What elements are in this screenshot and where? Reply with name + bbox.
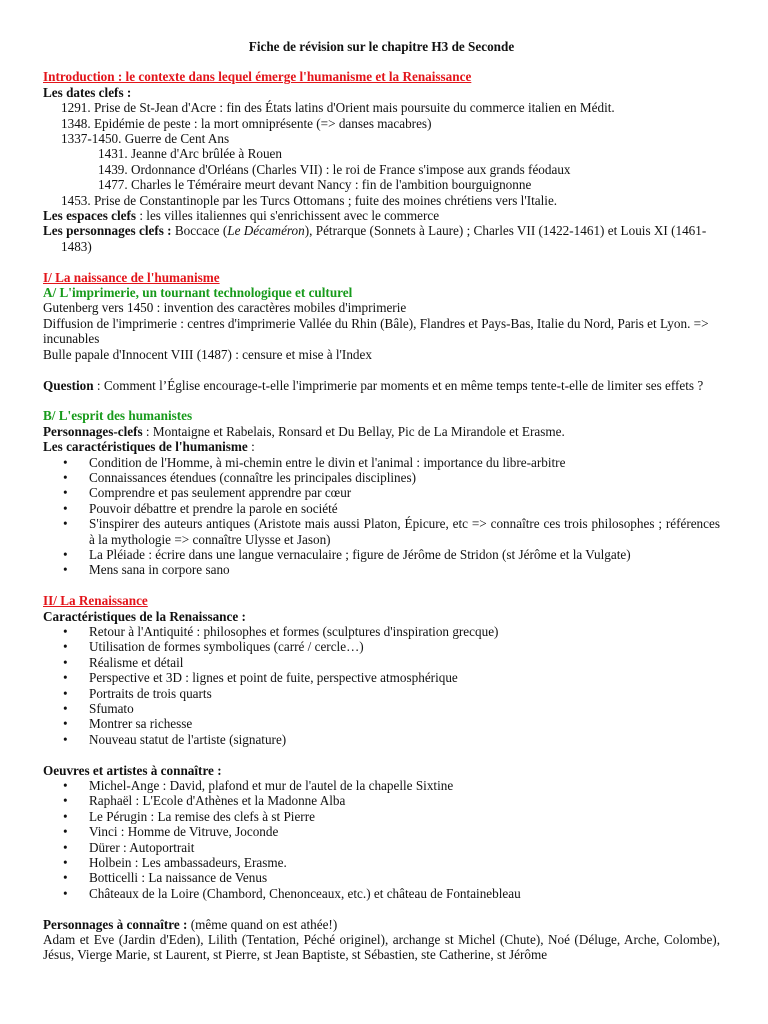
date-item: 1348. Epidémie de peste : la mort omniprésente (=> danses macabres) (61, 115, 432, 131)
humanism-item (43, 516, 720, 547)
bullet-icon: • (63, 623, 68, 639)
people-post: ), Pétrarque (Sonnets à Laure) ; Charles VII (1422-1461) et Louis XI (1461-1483) (61, 223, 707, 254)
bullet-icon: • (63, 469, 68, 485)
question-paragraph (43, 378, 720, 393)
renaissance-item (43, 655, 720, 670)
humanism-item (43, 562, 720, 577)
date-item: 1337-1450. Guerre de Cent Ans (61, 131, 230, 147)
date-item: 1477. Charles le Téméraire meurt devant Nancy : fin de l'ambition bourguignonne (98, 177, 532, 193)
work-item-text: Le Pérugin : La remise des clefs à st Pierre (89, 808, 315, 824)
renaissance-item-text: Montrer sa richesse (89, 716, 193, 732)
humanism-char-label: Les caractéristiques de l'humanisme (43, 439, 248, 455)
renaissance-item (43, 716, 720, 731)
work-item-text: Holbein : Les ambassadeurs, Erasme. (89, 855, 287, 871)
bullet-icon: • (63, 870, 68, 886)
question-text: : Comment l’Église encourage-t-elle l'imprimerie par moments et en même temps tente-t-elle de limiter ses effets ? (93, 377, 704, 393)
date-item: 1439. Ordonnance d'Orléans (Charles VII) : le roi de France s'impose aux grands féodaux (98, 161, 571, 177)
bullet-icon: • (63, 885, 68, 901)
renaissance-item-text: Nouveau statut de l'artiste (signature) (89, 731, 287, 747)
spaces-label: Les espaces clefs (43, 208, 137, 224)
humanism-char-colon: : (247, 439, 255, 455)
spaces-line (43, 208, 720, 223)
humanists-line (43, 424, 720, 439)
humanism-item-text: Pouvoir débattre et prendre la parole en société (89, 500, 338, 516)
humanists-text: : Montaigne et Rabelais, Ronsard et Du Bellay, Pic de La Mirandole et Erasme. (142, 423, 565, 439)
bullet-icon: • (63, 731, 68, 747)
part1-subheading-a: A/ L'imprimerie, un tournant technologique et culturel (43, 285, 353, 301)
bullet-icon: • (63, 839, 68, 855)
renaissance-item-text: Utilisation de formes symboliques (carré / cercle…) (89, 639, 364, 655)
people-italic: Le Décaméron (227, 223, 305, 239)
renaissance-item (43, 686, 720, 701)
humanism-item (43, 501, 720, 516)
humanism-item-text: S'inspirer des auteurs antiques (Aristote mais aussi Platon, Épicure, etc => connaître ces trois philosophes ; références à la mythologie => connaître Ulysse et Jason) (89, 516, 720, 547)
humanists-label: Personnages-clefs (43, 423, 143, 439)
work-item-text: Raphaël : L'Ecole d'Athènes et la Madonne Alba (89, 793, 346, 809)
renaissance-item (43, 732, 720, 747)
persons-to-know-label: Personnages à connaître : (43, 916, 188, 932)
work-item-text: Vinci : Homme de Vitruve, Joconde (89, 824, 279, 840)
work-item (43, 886, 720, 901)
imprimerie-line-3: Bulle papale d'Innocent VIII (1487) : censure et mise à l'Index (43, 346, 372, 362)
spaces-text: : les villes italiennes qui s'enrichissent avec le commerce (136, 208, 440, 224)
work-item (43, 870, 720, 885)
bullet-icon: • (63, 701, 68, 716)
intro-heading: Introduction : le contexte dans lequel émerge l'humanisme et la Renaissance (43, 69, 472, 85)
page-title: Fiche de révision sur le chapitre H3 de Seconde (248, 39, 515, 54)
renaissance-item (43, 701, 720, 716)
bullet-icon: • (63, 454, 68, 470)
bullet-icon: • (63, 500, 68, 516)
bullet-icon: • (63, 639, 68, 655)
humanism-item (43, 470, 720, 485)
work-item (43, 778, 720, 793)
humanism-item-text: Condition de l'Homme, à mi-chemin entre le divin et l'animal : importance du libre-arbitre (89, 454, 566, 470)
work-item (43, 809, 720, 824)
renaissance-list (43, 624, 720, 747)
bullet-icon: • (63, 562, 68, 578)
bullet-icon: • (63, 516, 68, 532)
work-item (43, 824, 720, 839)
question-label: Question (43, 377, 94, 393)
people-label: Les personnages clefs : (43, 223, 172, 239)
bullet-icon: • (63, 654, 68, 670)
bullet-icon: • (63, 685, 68, 701)
imprimerie-line-2: Diffusion de l'imprimerie : centres d'imprimerie Vallée du Rhin (Bâle), Flandres et Pays-Bas, Italie du Nord, Paris et Lyon. => incunables (43, 315, 709, 347)
work-item (43, 840, 720, 855)
work-item (43, 793, 720, 808)
renaissance-item-text: Retour à l'Antiquité : philosophes et formes (sculptures d'inspiration grecque) (89, 623, 499, 639)
document-body (43, 39, 720, 963)
bullet-icon: • (63, 485, 68, 501)
bullet-icon: • (63, 793, 68, 809)
imprimerie-line-1: Gutenberg vers 1450 : invention des caractères mobiles d'imprimerie (43, 300, 407, 316)
work-item-text: Châteaux de la Loire (Chambord, Chenonceaux, etc.) et château de Fontainebleau (89, 885, 521, 901)
work-item-text: Botticelli : La naissance de Venus (89, 870, 268, 886)
work-item (43, 855, 720, 870)
renaissance-item (43, 670, 720, 685)
humanism-item (43, 547, 720, 562)
part1-subheading-b: B/ L'esprit des humanistes (43, 408, 193, 424)
humanism-item-text: Comprendre et pas seulement apprendre par cœur (89, 485, 352, 501)
bullet-icon: • (63, 808, 68, 824)
work-item-text: Michel-Ange : David, plafond et mur de l'autel de la chapelle Sixtine (89, 778, 454, 794)
bullet-icon: • (63, 546, 68, 562)
date-item: 1291. Prise de St-Jean d'Acre : fin des États latins d'Orient mais poursuite du commerce italien en Médit. (61, 100, 615, 116)
renaissance-item-text: Sfumato (89, 701, 134, 716)
humanism-item (43, 485, 720, 500)
humanism-char-line (43, 439, 720, 454)
bullet-icon: • (63, 824, 68, 840)
bullet-icon: • (63, 855, 68, 871)
people-line (43, 223, 720, 254)
renaissance-item (43, 624, 720, 639)
date-item: 1453. Prise de Constantinople par les Turcs Ottomans ; fuite des moines chrétiens vers l'Italie. (61, 192, 558, 208)
humanism-item-text: La Pléiade : écrire dans une langue vernaculaire ; figure de Jérôme de Stridon (st Jérôme et la Vulgate) (89, 546, 631, 562)
humanism-item-text: Connaissances étendues (connaître les principales disciplines) (89, 469, 417, 485)
renaissance-item-text: Portraits de trois quarts (89, 685, 212, 701)
people-pre: Boccace ( (171, 223, 228, 239)
humanism-list (43, 455, 720, 578)
renaissance-item-text: Réalisme et détail (89, 654, 184, 670)
dates-list (43, 100, 720, 208)
part2-heading: II/ La Renaissance (43, 593, 148, 609)
persons-to-know-text: Adam et Eve (Jardin d'Eden), Lilith (Tentation, Péché originel), archange st Michel (Chute), Noé (Déluge, Arche, Colombe), Jésus, Vierge Marie, st Laurent, st Pierre, st Jean Baptiste, st Sébastien, ste Catherine, st Jérôme (43, 932, 720, 963)
bullet-icon: • (63, 670, 68, 686)
bullet-icon: • (63, 778, 68, 794)
bullet-icon: • (63, 716, 68, 732)
renaissance-char-label: Caractéristiques de la Renaissance : (43, 608, 246, 624)
renaissance-item (43, 639, 720, 654)
date-item: 1431. Jeanne d'Arc brûlée à Rouen (98, 146, 283, 162)
works-list (43, 778, 720, 901)
part1-heading: I/ La naissance de l'humanisme (43, 269, 220, 285)
work-item-text: Dürer : Autoportrait (89, 839, 195, 855)
dates-label: Les dates clefs : (43, 84, 132, 100)
persons-to-know-line (43, 917, 720, 932)
humanism-item (43, 455, 720, 470)
persons-to-know-note: (même quand on est athée!) (187, 916, 338, 932)
renaissance-item-text: Perspective et 3D : lignes et point de fuite, perspective atmosphérique (89, 670, 458, 686)
humanism-item-text: Mens sana in corpore sano (89, 562, 230, 578)
works-label: Oeuvres et artistes à connaître : (43, 762, 222, 778)
